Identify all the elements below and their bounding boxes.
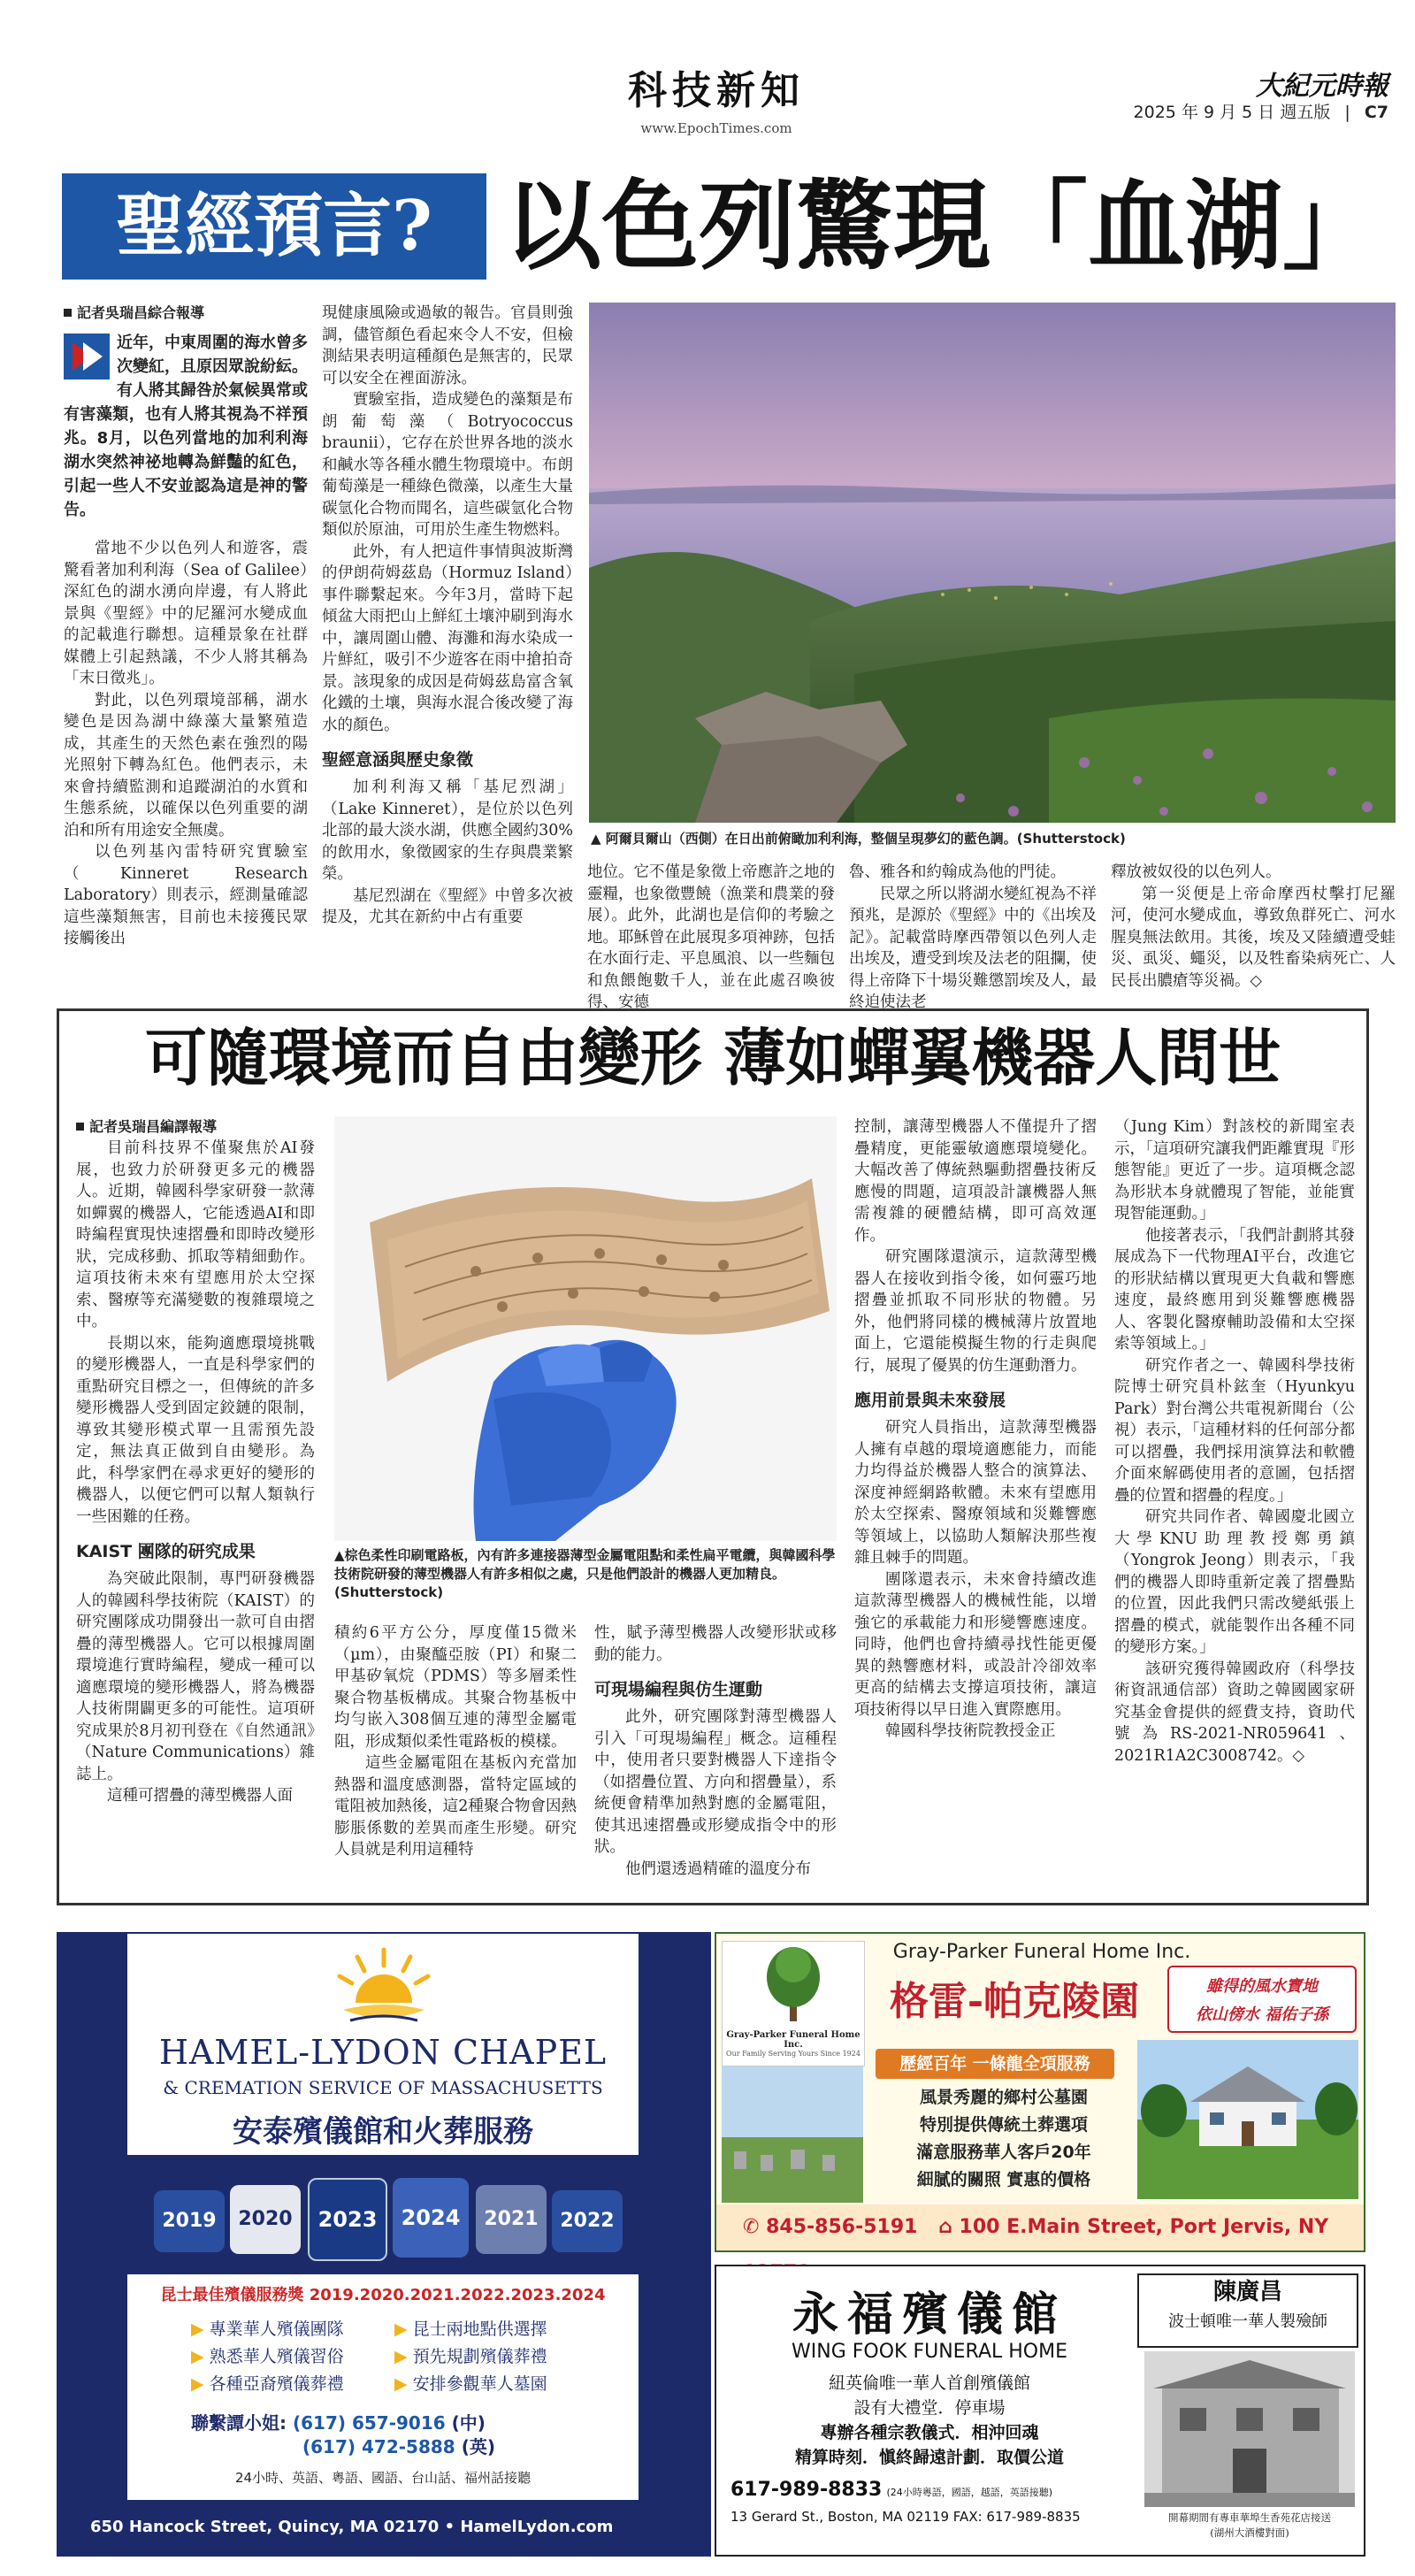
article2-paragraph: 研究作者之一、韓國科學技術院博士研究員朴鉉奎（Hyunkyu Park）對台灣公共電視新聞台（公視）表示，「這種材料的任何部分都可以摺疊，我們採用演算法和軟體介面來解碼使用者的意圖，包括摺疊的位置和摺疊的程度。」 bbox=[1114, 1356, 1355, 1505]
gp-logo-sub: Our Family Serving Yours Since 1924 bbox=[726, 2050, 860, 2058]
article1-paragraph: 實驗室指，造成變色的藻類是布朗葡萄藻（Botryococcus braunii），它存在於世界各地的淡水和鹹水等各種水體生物環境中。布朗葡萄藻是一種綠色微藻，以產生大量碳氫化合物而聞名，這些碳氫化合物類似於原油，可用於生產生物燃料。 bbox=[322, 391, 573, 539]
wf-phone[interactable]: 617-989-8833 bbox=[730, 2479, 883, 2501]
bullet-arrow-icon: ▶ bbox=[394, 2374, 413, 2394]
article1-col3 bbox=[587, 862, 835, 1014]
article1-subheading: 聖經意涵與歷史象徵 bbox=[322, 750, 474, 770]
section-title: 科技新知 bbox=[628, 68, 805, 113]
wf-person-box bbox=[1137, 2273, 1358, 2348]
article2-paragraph: 長期以來，能夠適應環境挑戰的變形機器人，一直是科學家們的重點研究目標之一，但傳統的許多變形機器人受到固定鉸鏈的限制，導致其變形模式單一且需預先設定，無法真正做到自由變形。為此，科學家們在尋求更好的變形的機器人，以便它們可以幫人類執行一些困難的任務。 bbox=[76, 1334, 315, 1526]
hamel-services: ▶ 專業華人殯儀團隊 ▶ 昆士兩地點供選擇 ▶ 熟悉華人殯儀習俗 ▶ 預先規劃殯儀葬禮 ▶ 各種亞裔殯儀葬禮 ▶ 安排參觀華人墓園 bbox=[191, 2319, 547, 2394]
article2-paragraph: 團隊還表示，未來會持續改進這款薄型機器人的機械性能，以增強它的承載能力和形變響應速度。同時，他們也會持續尋找性能更優異的熱響應材料，或設計冷卻效率更高的結構去支撐這項技術，讓這項技術得以早日進入實際應用。 bbox=[854, 1570, 1097, 1719]
article2-subheading: KAIST 團隊的研究成果 bbox=[76, 1542, 256, 1561]
gp-address[interactable]: 100 E.Main Street, Port Jervis, NY bbox=[959, 2216, 1329, 2238]
phone-link[interactable]: (617) 657-9016 bbox=[292, 2412, 446, 2434]
award-badge: 2024 bbox=[393, 2178, 469, 2258]
bullet-arrow-icon: ▶ bbox=[191, 2347, 210, 2366]
article1-paragraph: 現健康風險或過敏的報告。官員則強調，儘管顏色看起來令人不安，但檢測結果表明這種顏色是無害的，民眾可以安全在裡面游泳。 bbox=[322, 304, 573, 387]
article2-byline: 記者吳瑞昌編譯報導 bbox=[76, 1116, 315, 1138]
award-line: 昆士最佳殯儀服務獎 2019.2020.2021.2022.2023.2024 bbox=[160, 2286, 606, 2304]
bullet-arrow-icon: ▶ bbox=[394, 2319, 413, 2339]
sun-logo-icon bbox=[331, 1944, 437, 2029]
gp-phone[interactable]: 845-856-5191 bbox=[766, 2216, 918, 2238]
gray-parker-ad[interactable] bbox=[715, 1932, 1365, 2252]
article1-paragraph: 以色列基內雷特研究實驗室（Kinneret Research Laboratory）則表示，經測量確認這些藻類無害，目前也未接獲民眾接觸後出 bbox=[64, 843, 308, 947]
galilee-photo bbox=[589, 303, 1396, 823]
hamel-contact: 聯繫譚小姐: (617) 657-9016 (中) (617) 472-5888 (英) bbox=[191, 2412, 495, 2457]
wf-address[interactable]: 13 Gerard St., Boston, MA 02119 FAX: 617-989-8835 bbox=[730, 2509, 1081, 2525]
gp-feature-item: 風景秀麗的鄉村公墓園 bbox=[919, 2088, 1088, 2107]
galilee-photo-caption: ▲ 阿爾貝爾山（西側）在日出前俯瞰加利利海，整個呈現夢幻的藍色調。(Shutterstock) bbox=[591, 831, 1126, 847]
page-number: C7 bbox=[1364, 103, 1388, 122]
phone-link[interactable]: (617) 472-5888 bbox=[302, 2436, 455, 2457]
wf-person-title: 波士頓唯一華人製殮師 bbox=[1168, 2312, 1327, 2331]
article2-col2 bbox=[334, 1622, 577, 1861]
gp-badge: 歷經百年 一條龍全項服務 bbox=[876, 2049, 1114, 2079]
gp-features bbox=[876, 2084, 1132, 2194]
article2-paragraph: 韓國科學技術院教授金正 bbox=[885, 1722, 1056, 1740]
award-badge: 2019 bbox=[154, 2190, 225, 2252]
page-header bbox=[0, 0, 1415, 136]
lead-arrow-icon bbox=[64, 334, 110, 380]
article2-paragraph: 研究人員指出，這款薄型機器人擁有卓越的環境適應能力，而能力均得益於機器人整合的演算法、深度神經網路軟體。未來有望應用於太空探索、醫療領域和災難響應等領域上，以協助人類解決那些複雜且棘手的問題。 bbox=[854, 1419, 1097, 1567]
article1-paragraph: 地位。它不僅是象徵上帝應許之地的靈糧，也象徵豐饒（漁業和農業的發展）。此外，此湖也是信仰的考驗之地。耶穌曾在此展現多項神跡，包括在水面行走、平息風浪、以一些麵包和魚餵飽數千人，並在此處召喚彼得、安德 bbox=[587, 863, 835, 1011]
robot-photo-caption: ▲棕色柔性印刷電路板，內有許多連接器薄型金屬電阻點和柔性扁平電纜，與韓國科學技術院研發的薄型機器人有許多相似之處，只是他們設計的機器人更加精良。(Shutterstock) bbox=[334, 1547, 836, 1600]
wf-phone-line bbox=[730, 2479, 1137, 2501]
article2-paragraph: 目前科技界不僅聚焦於AI發展，也致力於研發更多元的機器人。近期，韓國科學家研發一款薄如蟬翼的機器人，它能透過AI和即時編程實現快速摺疊和即時改變形狀，完成移動、抓取等精細動作。這項技術未來有望應用於太空探索、醫療等充滿變數的複雜環境之中。 bbox=[76, 1139, 315, 1330]
hamel-brand-line2: & CREMATION SERVICE OF MASSACHUSETTS bbox=[163, 2077, 603, 2098]
date-separator: | bbox=[1344, 103, 1350, 122]
article2-paragraph: 他接著表示，「我們計劃將其發展成為下一代物理AI平台，改進它的形狀結構以實現更大負載和響應速度，最終應用到災難響應機器人、客製化醫療輔助設備和太空探索等領域上。」 bbox=[1114, 1226, 1355, 1353]
wf-chinese-name: 永福殯儀館 bbox=[792, 2288, 1067, 2342]
article2-paragraph: 性，賦予薄型機器人改變形狀或移動的能力。 bbox=[594, 1624, 837, 1664]
hamel-address-bar bbox=[58, 2500, 709, 2555]
article1-paragraph: 基尼烈湖在《聖經》中曾多次被提及，尤其在新約中占有重要 bbox=[322, 886, 573, 926]
article1-paragraph: 第一災便是上帝命摩西杖擊打尼羅河，使河水變成血，導致魚群死亡、河水腥臭無法飲用。其後，埃及又陸續遭受蛙災、虱災、蠅災，以及牲畜染病死亡、人民長出膿瘡等災禍。◇ bbox=[1111, 885, 1396, 990]
masthead-logo: 大紀元時報 bbox=[1256, 71, 1388, 102]
article1-paragraph: 加利利海又稱「基尼烈湖」（Lake Kinneret），是位於以色列北部的最大淡水湖，供應全國約30%的飲用水，象徵國家的生存與農業繁榮。 bbox=[322, 778, 573, 883]
article1-paragraph: 對此，以色列環境部稱，湖水變色是因為湖中綠藻大量繁殖造成，其產生的天然色素在強烈的陽光照射下轉為紅色。他們表示，未來會持續監測和追蹤湖泊的水質和生態系統，以確保以色列重要的湖泊和所有用途安全無虞。 bbox=[64, 691, 308, 840]
gp-logo-name: Gray-Parker Funeral Home Inc. bbox=[726, 2030, 860, 2050]
wf-phone-note: (24小時粵語，國語，越語，英語接聽) bbox=[886, 2487, 1053, 2498]
article2-paragraph: 研究團隊還演示，這款薄型機器人在接收到指令後，如何靈巧地摺疊並抓取不同形狀的物體。另外，他們將同樣的機械薄片放置地面上，它還能模擬生物的行走與爬行，展現了優異的仿生運動潛力。 bbox=[854, 1248, 1097, 1375]
article2-col1 bbox=[76, 1116, 315, 1807]
award-badge: 2022 bbox=[552, 2190, 623, 2252]
hamel-address[interactable]: 650 Hancock Street, Quincy, MA 02170 • HamelLydon.com bbox=[90, 2518, 614, 2536]
robot-circuit-photo bbox=[334, 1116, 837, 1541]
article2-paragraph: 積約6平方公分，厚度僅15微米（µm），由聚醯亞胺（PI）和聚二甲基矽氧烷（PDMS）等多層柔性聚合物基板構成。其聚合物基板中均勻嵌入308個互連的薄型金屬電阻，形成類似柔性電路板的模樣。 bbox=[334, 1624, 577, 1751]
wf-line: 紐英倫唯一華人首創殯儀館 bbox=[828, 2373, 1030, 2393]
article1-lead: 近年，中東周圍的海水曾多次變紅，且原因眾說紛紜。有人將其歸咎於氣候異常或有害藻類，也有人將其視為不祥預兆。8月，以色列當地的加利利海湖水突然神祕地轉為鮮豔的紅色，引起一些人不安並認為這是神的警告。 bbox=[64, 334, 308, 519]
contact-label: 聯繫譚小姐: bbox=[191, 2412, 287, 2434]
phone-icon: ✆ bbox=[743, 2216, 767, 2238]
wing-fook-ad[interactable] bbox=[715, 2265, 1365, 2557]
bullet-arrow-icon: ▶ bbox=[191, 2319, 210, 2339]
article1-col1 bbox=[64, 303, 308, 950]
issue-date: 2025 年 9 月 5 日 週五版 bbox=[1133, 103, 1331, 122]
article2-subheading: 應用前景與未來發展 bbox=[854, 1391, 1006, 1410]
article2-paragraph: 為突破此限制，專門研發機器人的韓國科學技術院（KAIST）的研究團隊成功開發出一款可自由摺疊的薄型機器人。它可以根據周圍環境進行實時編程，變成一種可以適應環境的變形機器人，將為機器人技術開闢更多的可能性。這項研究成果於8月初刊登在《自然通訊》（Nature Communications）雜誌上。 bbox=[76, 1570, 315, 1783]
award-badges-row bbox=[127, 2155, 639, 2274]
wf-building-photo bbox=[1144, 2351, 1355, 2507]
award-badge: 2020 bbox=[230, 2185, 301, 2254]
article1-headline: 以色列驚現「血湖」 bbox=[504, 169, 1380, 283]
article2-paragraph: 此外，研究團隊對薄型機器人引入「可現場編程」概念。這種程中，使用者只要對機器人下達指令（如摺疊位置、方向和摺疊量），系統便會精準加熱對應的金屬電阻，使其迅速摺疊或形變成指令中的形狀。 bbox=[594, 1708, 837, 1856]
article2-headline: 可隨環境而自由變形 薄如蟬翼機器人問世 bbox=[144, 1022, 1281, 1094]
gp-feature-item: 滿意服務華人客戶20年 bbox=[916, 2143, 1091, 2162]
article1-byline: 記者吳瑞昌綜合報導 bbox=[64, 303, 308, 324]
wf-lines bbox=[730, 2371, 1128, 2470]
tree-icon bbox=[723, 1942, 864, 2027]
gp-house-photo bbox=[1137, 2040, 1358, 2199]
article2-paragraph: （Jung Kim）對該校的新聞室表示，「這項研究讓我們距離實現『形態智能』更近了一步。這項概念認為形狀本身就體現了智能，並能實現智能運動。」 bbox=[1114, 1118, 1355, 1223]
wf-person: 陳廣昌 bbox=[1212, 2279, 1282, 2305]
gp-feature-item: 細膩的關照 實惠的價格 bbox=[916, 2170, 1091, 2189]
article1-col5 bbox=[1111, 862, 1396, 992]
article1-paragraph: 民眾之所以將湖水變紅視為不祥預兆，是源於《聖經》中的《出埃及記》。記載當時摩西帶領以色列人走出埃及，遭受到埃及法老的阻攔，使得上帝降下十場災難懲罰埃及人，最終迫使法老 bbox=[849, 885, 1097, 1011]
wf-line: 專辦各種宗教儀式．相沖回魂 bbox=[820, 2423, 1039, 2442]
article2-paragraph: 研究共同作者、韓國慶北國立大學KNU助理教授鄭勇鎮（Yongrok Jeong）則表示，「我們的機器人即時重新定義了摺疊點的位置，因此我們只需改變紙張上摺疊的模式，就能製作出各種不同的變形方案。」 bbox=[1114, 1508, 1355, 1656]
bullet-arrow-icon: ▶ bbox=[191, 2374, 210, 2394]
article1-col4 bbox=[849, 862, 1097, 1014]
article1-tag: 聖經預言? bbox=[116, 186, 432, 266]
gp-chinese-name: 格雷-帕克陵園 bbox=[889, 1979, 1140, 2024]
website-url[interactable]: www.EpochTimes.com bbox=[640, 120, 792, 136]
gp-contact-bar bbox=[716, 2204, 1364, 2250]
wf-english-name: WING FOOK FUNERAL HOME bbox=[792, 2341, 1067, 2363]
award-badge: 2023 bbox=[308, 2178, 387, 2261]
issue-date-line bbox=[1026, 99, 1388, 123]
article1-col2 bbox=[322, 303, 573, 929]
article2-paragraph: 該研究獲得韓國政府（科學技術資訊通信部）資助之韓國國家研究基金會提供的經費支持，資助代號為RS-2021-NR059641、2021R1A2C3008742。◇ bbox=[1114, 1660, 1355, 1765]
hamel-lydon-ad[interactable] bbox=[57, 1932, 711, 2557]
gp-feature-item: 特別提供傳統土葬選項 bbox=[919, 2115, 1088, 2135]
article2-paragraph: 他們還透過精確的溫度分布 bbox=[625, 1859, 811, 1878]
gp-photos bbox=[722, 2066, 863, 2203]
article2-col4 bbox=[854, 1116, 1097, 1743]
wf-line: 精算時刻．愼終歸遠計劃．取價公道 bbox=[794, 2448, 1064, 2467]
caption-triangle-icon: ▲ bbox=[591, 831, 606, 847]
article1-paragraph: 魯、雅各和約翰成為他的門徒。 bbox=[849, 863, 1066, 881]
ad-right-band bbox=[639, 1934, 709, 2500]
hamel-brand-line1: HAMEL-LYDON CHAPEL bbox=[158, 2033, 608, 2072]
bullet-arrow-icon: ▶ bbox=[394, 2347, 413, 2366]
hamel-chinese-name: 安泰殯儀館和火葬服務 bbox=[233, 2114, 533, 2150]
article2-paragraph: 控制，讓薄型機器人不僅提升了摺疊精度，更能靈敏適應環境變化。大幅改善了傳統熱驅動摺疊技術反應慢的問題，這項設計讓機器人無需複雜的硬體結構，即可高效運作。 bbox=[854, 1118, 1097, 1245]
wf-line: 設有大禮堂．停車場 bbox=[853, 2398, 1006, 2418]
award-badge: 2021 bbox=[476, 2185, 547, 2254]
article2-subheading: 可現場編程與仿生運動 bbox=[594, 1680, 763, 1699]
article1-paragraph: 釋放被奴役的以色列人。 bbox=[1111, 863, 1281, 881]
ad-left-band bbox=[58, 1934, 127, 2500]
article1-paragraph: 當地不少以色列人和遊客，震驚看著加利利海（Sea of Galilee）深紅色的湖水湧向岸邊，有人將此景與《聖經》中的尼羅河水變成血的記載進行聯想。這種景象在社群媒體上引起熱議，不少人將其稱為「末日徵兆」。 bbox=[64, 540, 308, 687]
hamel-languages: 24小時、英語、粵語、國語、台山話、福州話接聽 bbox=[234, 2470, 532, 2486]
wf-photo-caption: 開幕期間有專車華埠生香苑花店接送 (湖州大酒樓對面) bbox=[1168, 2511, 1331, 2539]
home-icon: ⌂ bbox=[938, 2216, 960, 2238]
article2-col5 bbox=[1114, 1116, 1355, 1767]
article2-col3 bbox=[594, 1622, 837, 1880]
caption-triangle-icon: ▲ bbox=[334, 1547, 345, 1563]
article1-paragraph: 此外，有人把這件事情與波斯灣的伊朗荷姆茲島（Hormuz Island）事件聯繫起來。今年3月，當時下起傾盆大雨把山上鮮紅土壤沖刷到海水中，讓周圍山體、海灘和海水染成一片鮮紅，吸引不少遊客在雨中搶拍奇景。該現象的成因是荷姆茲島富含氧化鐵的土壤，與海水混合後改變了海水的顏色。 bbox=[322, 542, 573, 734]
gp-slogan-box: 雖得的風水寶地 依山傍水 福佑子孫 bbox=[1167, 1966, 1357, 2033]
article2-paragraph: 這種可摺疊的薄型機器人面 bbox=[107, 1787, 293, 1805]
gp-logo-box bbox=[722, 1941, 865, 2066]
article2-paragraph: 這些金屬電阻在基板內充當加熱器和溫度感測器，當特定區域的電阻被加熱後，這2種聚合物會因熱膨脹係數的差異而產生形變。研究人員就是利用這種特 bbox=[334, 1754, 577, 1859]
gp-english-name: Gray-Parker Funeral Home Inc. bbox=[892, 1941, 1191, 1963]
